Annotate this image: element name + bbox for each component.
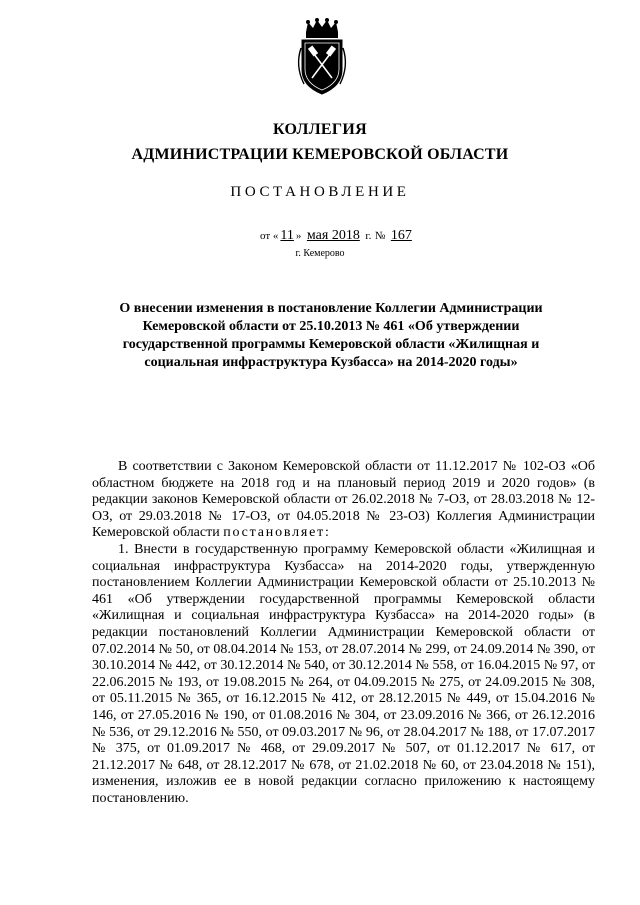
crown-pearl (325, 18, 329, 22)
crown-pearl (334, 20, 338, 24)
document-type: ПОСТАНОВЛЕНИЕ (230, 184, 410, 200)
crown-band (306, 32, 338, 38)
number-sign: № (374, 230, 386, 242)
crown-icon (306, 18, 338, 38)
crown-pearl (306, 20, 310, 24)
org-name-line2: АДМИНИСТРАЦИИ КЕМЕРОВСКОЙ ОБЛАСТИ (131, 146, 509, 163)
document-number: 167 (390, 228, 412, 243)
date-prefix: от « (260, 230, 279, 242)
date-day: 11 (280, 228, 294, 243)
coat-of-arms-icon (294, 18, 350, 96)
crown-top (306, 20, 338, 32)
org-name-line1: КОЛЛЕГИЯ (273, 121, 367, 138)
date-mid: » (295, 230, 302, 242)
preamble-text: В соответствии с Законом Кемеровской области от 11.12.2017 № 102-ОЗ «Об областном бюджете на 2018 год и на плановый период 2019 и 2020 годов» (в редакции законов Кемеровской области от 26.02.2018 № 7-ОЗ, от 28.03.2018 № 12-ОЗ, от 29.03.2018 № 17-ОЗ, от 04.05.2018 № 23-ОЗ) Коллегия Администрации Кемеровской области (92, 459, 595, 541)
paragraph-item-1: 1. Внести в государственную программу Кемеровской области «Жилищная и социальная инфраструктура Кузбасса» на 2014-2020 годы, утвержденную постановлением Коллегии Администрации Кемеровской области от 25.10.2013 № 461 «Об утверждении государственной программы Кемеровской области «Жилищная и социальная инфраструктура Кузбасса» на 2014-2020 годы» (в редакции постановлений Коллегии Администрации Кемеровской области от 07.02.2014 № 50, от 08.04.2014 № 153, от 28.07.2014 № 299, от 24.09.2014 № 390, от 30.10.2014 № 442, от 30.12.2014 № 540, от 30.12.2014 № 558, от 16.04.2015 № 97, от 22.06.2015 № 193, от 19.08.2015 № 264, от 04.09.2015 № 275, от 24.09.2015 № 308, от 05.11.2015 № 365, от 16.12.2015 № 412, от 28.12.2015 № 449, от 15.04.2016 № 146, от 27.05.2016 № 190, от 01.08.2016 № 304, от 23.09.2016 № 366, от 26.12.2016 № 536, от 29.12.2016 № 550, от 09.03.2017 № 96, от 28.04.2017 № 188, от 17.07.2017 № 375, от 01.09.2017 № 468, от 29.09.2017 № 507, от 01.12.2017 № 617, от 21.12.2017 № 648, от 28.12.2017 № 678, от 21.02.2018 № 60, от 23.04.2018 № 151), изменения, изложив ее в новой редакции согласно приложению к настоящему постановлению. (92, 541, 595, 806)
resolves-word: постановляет: (223, 525, 331, 541)
crown-pearl (315, 18, 319, 22)
document-title: О внесении изменения в постановление Коллегии Администрации Кемеровской области от 25.10.2013 № 461 «Об утверждении государственной программы Кемеровской области «Жилищная и социальная инфраструктура Кузбасса» на 2014-2020 годы» (119, 301, 543, 370)
date-month-year: мая 2018 (306, 228, 360, 243)
date-suffix: г. (365, 230, 372, 242)
city: г. Кемерово (295, 248, 345, 259)
document-body (92, 459, 595, 807)
date-line (260, 228, 414, 244)
shield-icon (302, 40, 342, 94)
paragraph-preamble (92, 459, 595, 542)
